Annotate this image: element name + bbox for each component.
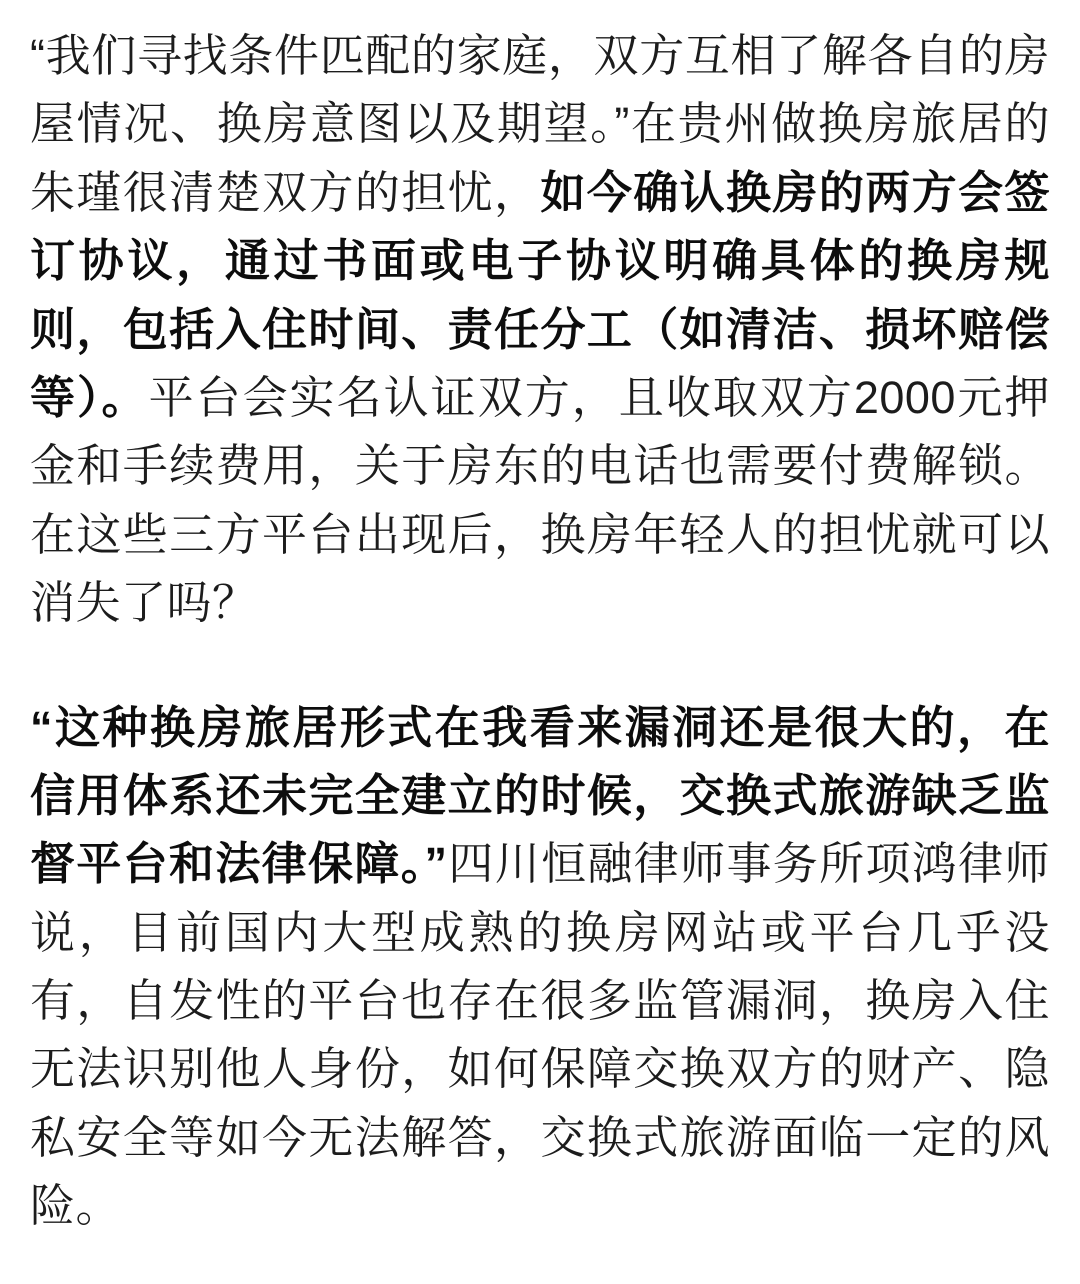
paragraph-1-run-3: 平台会实名认证双方，且收取双方2000元押金和手续费用，关于房东的电话也需要付费解锁。在这些三方平台出现后，换房年轻人的担忧就可以消失了吗？ bbox=[30, 371, 1050, 629]
paragraph-2-run-2: 四川恒融律师事务所项鸿律师说，目前国内大型成熟的换房网站或平台几乎没有，自发性的平台也存在很多监管漏洞，换房入住无法识别他人身份，如何保障交换双方的财产、隐私安全等如今无法解答，交换式旅游面临一定的风险。 bbox=[30, 838, 1050, 1232]
paragraph-1-run-2: 如今确认换房的两方会签订协议，通过书面或电子协议明确具体的换房规则，包括入住时间、责任分工（如清洁、损坏赔偿等）。 bbox=[30, 166, 1050, 423]
paragraph-2-run-1: “这种换房旅居形式在我看来漏洞还是很大的，在信用体系还未完全建立的时候，交换式旅游缺乏监督平台和法律保障。” bbox=[30, 701, 1050, 890]
article-body bbox=[30, 22, 1050, 1241]
paragraph-2 bbox=[30, 694, 1050, 1241]
paragraph-1-run-1: “我们寻找条件匹配的家庭，双方互相了解各自的房屋情况、换房意图以及期望。”在贵州做换房旅居的朱瑾很清楚双方的担忧， bbox=[30, 30, 1050, 218]
paragraph-1 bbox=[30, 22, 1050, 638]
